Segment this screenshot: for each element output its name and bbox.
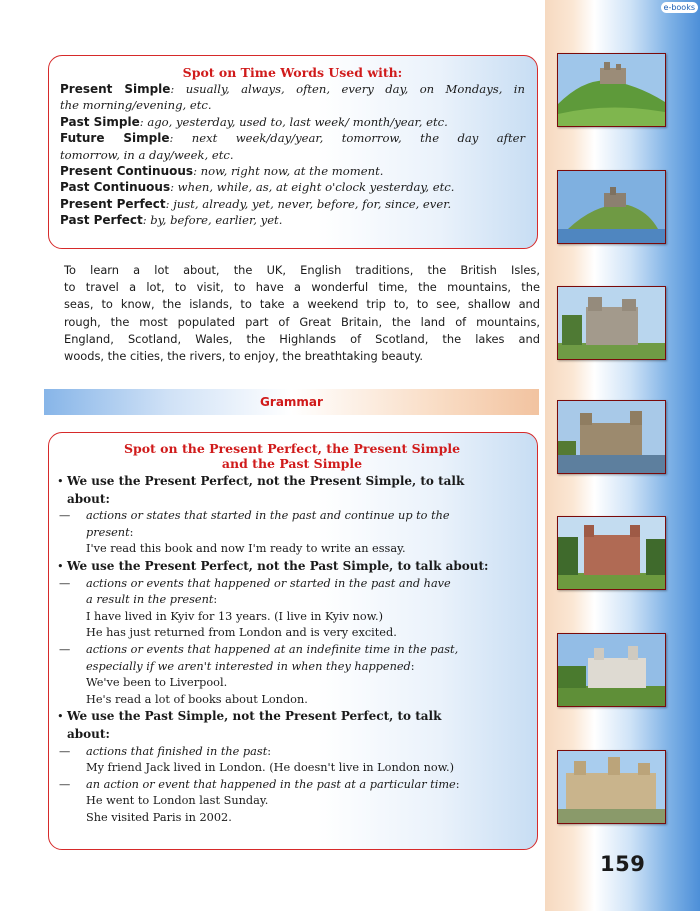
time-words-text: the morning/evening, etc. [60,98,212,113]
rule-heading-2: • We use the Present Perfect, not the Past Simple, to talk about: [57,558,527,576]
rule-item: — actions or events that happened or started in the past and have [57,576,527,593]
castle-tower-image [558,287,665,359]
dash-icon: — [59,777,71,791]
bullet-icon: • [57,710,64,724]
grammar-section-title: Grammar [260,395,323,409]
time-words-line-3 [60,114,525,130]
castle-ruins-hill-image [558,54,665,126]
white-castle-image [558,634,665,706]
time-words-line-2 [60,97,525,113]
time-words-line-6 [60,163,525,179]
time-words-text: : now, right now, at the moment. [193,164,384,179]
time-words-text: : usually, always, often, every day, on Mondays, in [170,82,525,96]
dash-icon: — [59,642,71,656]
rule-heading-1: • We use the Present Perfect, not the Present Simple, to talk [57,473,527,491]
tense-label: Future Simple [60,131,170,146]
dash-icon: — [59,744,71,758]
tense-label: Past Simple [60,114,140,129]
castle-photo-1 [557,53,666,127]
dash-icon: — [59,509,71,523]
castle-photo-2 [557,170,666,244]
publisher-logo: e-books [661,2,698,13]
time-words-text: : just, already, yet, never, before, for, since, ever. [165,196,452,211]
time-words-line-1 [60,81,525,97]
red-castle-image [558,517,665,589]
vocabulary-line: To learn a lot about, the UK, English traditions, the British Isles, [64,263,540,277]
rule-item: — actions or states that started in the past and continue up to the [57,508,527,525]
dash-icon: — [59,576,71,590]
moated-castle-image [558,401,665,473]
time-words-text: : ago, yesterday, used to, last week/ month/year, etc. [139,114,448,129]
castle-photo-3 [557,286,666,360]
example-sentence: We've been to Liverpool. [86,676,228,690]
vocabulary-line: rough, the most populated part of Great Britain, the land of mountains, [64,314,540,329]
rule-item-cont: especially if we aren't interested in when they happened: [86,659,415,673]
castle-photo-7 [557,750,666,824]
rule-item: — actions that finished in the past: [57,744,527,761]
time-words-text: : when, while, as, at eight o'clock yesterday, etc. [170,180,455,195]
rule-item: — an action or event that happened in the past at a particular time: [57,777,527,794]
grammar-section-bar [44,389,539,415]
rule-heading-1-cont: about: [67,491,110,506]
time-words-line-4 [60,130,525,146]
tense-label: Present Perfect [60,196,166,211]
castle-photo-4 [557,400,666,474]
vocabulary-paragraph [64,262,540,365]
bullet-icon: • [57,475,64,488]
grammar-box-title-line-2: and the Past Simple [221,456,363,471]
example-sentence: My friend Jack lived in London. (He doesn't live in London now.) [86,761,455,775]
rule-heading-3: • We use the Past Simple, not the Present Perfect, to talk [57,708,527,726]
example-sentence: He went to London last Sunday. [86,794,269,808]
time-words-line-9 [60,212,525,228]
tense-label: Past Continuous [60,180,171,195]
bullet-icon: • [57,559,64,573]
rule-item: — actions or events that happened at an indefinite time in the past, [57,642,527,659]
tense-label: Present Simple [60,82,171,96]
example-sentence: I've read this book and now I'm ready to write an essay. [86,542,406,556]
rule-heading-3-cont: about: [67,726,110,741]
time-words-text: : by, before, earlier, yet. [142,213,283,228]
page-number: 159 [600,852,646,876]
time-words-text: tomorrow, in a day/week, etc. [60,147,234,162]
castle-photo-5 [557,516,666,590]
grammar-rules-box [48,432,538,850]
time-words-text: : next week/day/year, tomorrow, the day after [169,131,526,146]
vocabulary-line: seas, to know, the islands, to take a weekend trip to, to see, shallow and [64,297,540,312]
vocabulary-line: England, Scotland, Wales, the Highlands of Scotland, the lakes and [64,331,540,346]
rule-item-cont: a result in the present: [86,593,218,607]
time-words-box [48,55,538,249]
vocabulary-line: woods, the cities, the rivers, to enjoy, the breathtaking beauty. [64,349,423,364]
time-words-line-8 [60,196,525,212]
example-sentence: She visited Paris in 2002. [86,810,232,824]
castle-photo-6 [557,633,666,707]
vocabulary-line: to travel a lot, to visit, to have a wonderful time, the mountains, the [64,280,540,295]
grammar-box-title-line-1: Spot on the Present Perfect, the Present Simple [123,441,461,456]
time-words-line-7 [60,179,525,195]
time-words-line-5 [60,147,525,163]
windsor-castle-image [558,751,665,823]
example-sentence: He's read a lot of books about London. [86,692,308,706]
tense-label: Past Perfect [60,213,143,228]
castle-on-rock-image [558,171,665,243]
tense-label: Present Continuous [60,164,194,179]
rule-item-cont: present: [86,525,134,539]
example-sentence: He has just returned from London and is very excited. [86,626,397,640]
example-sentence: I have lived in Kyiv for 13 years. (I live in Kyiv now.) [86,609,384,623]
time-words-title: Spot on Time Words Used with: [182,65,403,80]
